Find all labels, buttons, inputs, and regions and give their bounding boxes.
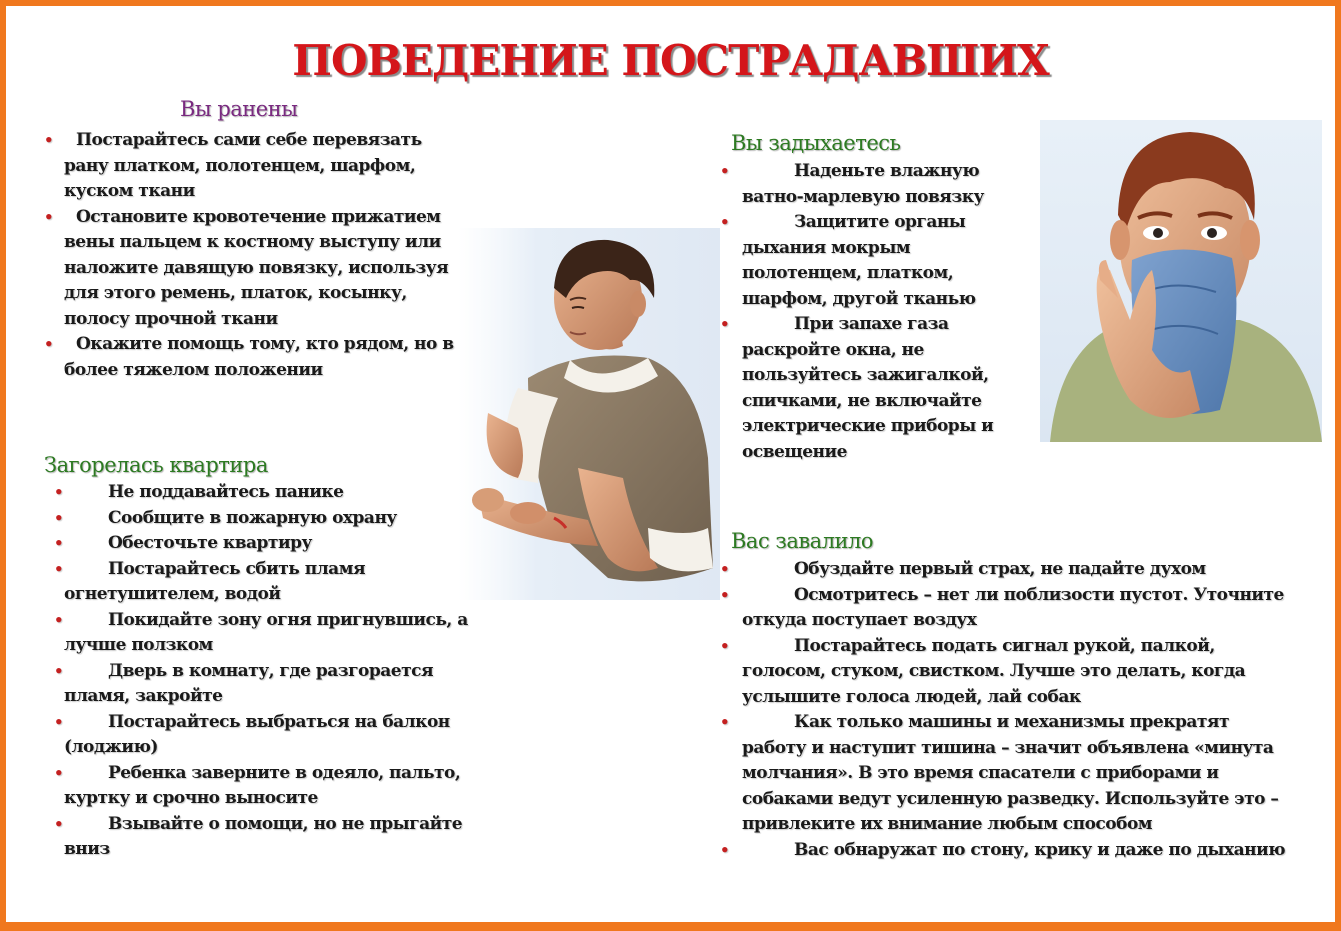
list-item: • Осмотритесь – нет ли поблизости пустот. Уточните откуда поступает воздух [730, 583, 1290, 634]
list-item: • Не поддавайтесь панике [46, 480, 494, 506]
list-item: • Взывайте о помощи, но не прыгайте вниз [46, 812, 494, 863]
man-covering-face-illustration [1040, 120, 1322, 442]
list-item: • Постарайтесь сбить пламя огнетушителем, водой [46, 557, 494, 608]
list-item: • Покидайте зону огня пригнувшись, а лучше ползком [46, 608, 494, 659]
list-item: • Окажите помощь тому, кто рядом, но в более тяжелом положении [44, 332, 462, 383]
list-item: • Ребенка заверните в одеяло, пальто, куртку и срочно выносите [46, 761, 494, 812]
heading-suffocating: Вы задыхаетесь [731, 131, 901, 155]
heading-wounded: Вы ранены [180, 97, 298, 121]
list-item: • При запахе газа раскройте окна, не пользуйтесь зажигалкой, спичками, не включайте электрические приборы и освещение [730, 312, 1020, 465]
list-item: • Постарайтесь выбраться на балкон (лоджию) [46, 710, 494, 761]
heading-trapped: Вас завалило [731, 529, 874, 553]
list-item: • Сообщите в пожарную охрану [46, 506, 494, 532]
list-item: • Остановите кровотечение прижатием вены пальцем к костному выступу или наложите давящую повязку, используя для этого ремень, платок, косынку, полосу прочной ткани [44, 205, 462, 333]
page-title: ПОВЕДЕНИЕ ПОСТРАДАВШИХ [292, 36, 1049, 85]
list-item: • Обесточьте квартиру [46, 531, 494, 557]
heading-fire: Загорелась квартира [44, 453, 268, 477]
list-item: • Постарайтесь подать сигнал рукой, палкой, голосом, стуком, свистком. Лучше это делать, когда услышите голоса людей, лай собак [730, 634, 1290, 711]
list-item: • Постарайтесь сами себе перевязать рану платком, полотенцем, шарфом, куском ткани [44, 128, 462, 205]
fire-list [46, 480, 494, 863]
list-item: • Как только машины и механизмы прекратят работу и наступит тишина – значит объявлена «минута молчания». В это время спасатели с приборами и собаками ведут усиленную разведку. Используйте это – привлеките их внимание любым способом [730, 710, 1290, 838]
list-item: • Вас обнаружат по стону, крику и даже по дыханию [730, 838, 1290, 864]
wounded-list [44, 128, 462, 383]
man-bandaging-arm-illustration [458, 228, 720, 600]
trapped-list [730, 557, 1290, 863]
suffocating-list [730, 159, 1020, 465]
list-item: • Защитите органы дыхания мокрым полотенцем, платком, шарфом, другой тканью [730, 210, 1020, 312]
list-item: • Наденьте влажную ватно-марлевую повязку [730, 159, 1020, 210]
list-item: • Обуздайте первый страх, не падайте духом [730, 557, 1290, 583]
list-item: • Дверь в комнату, где разгорается пламя, закройте [46, 659, 494, 710]
